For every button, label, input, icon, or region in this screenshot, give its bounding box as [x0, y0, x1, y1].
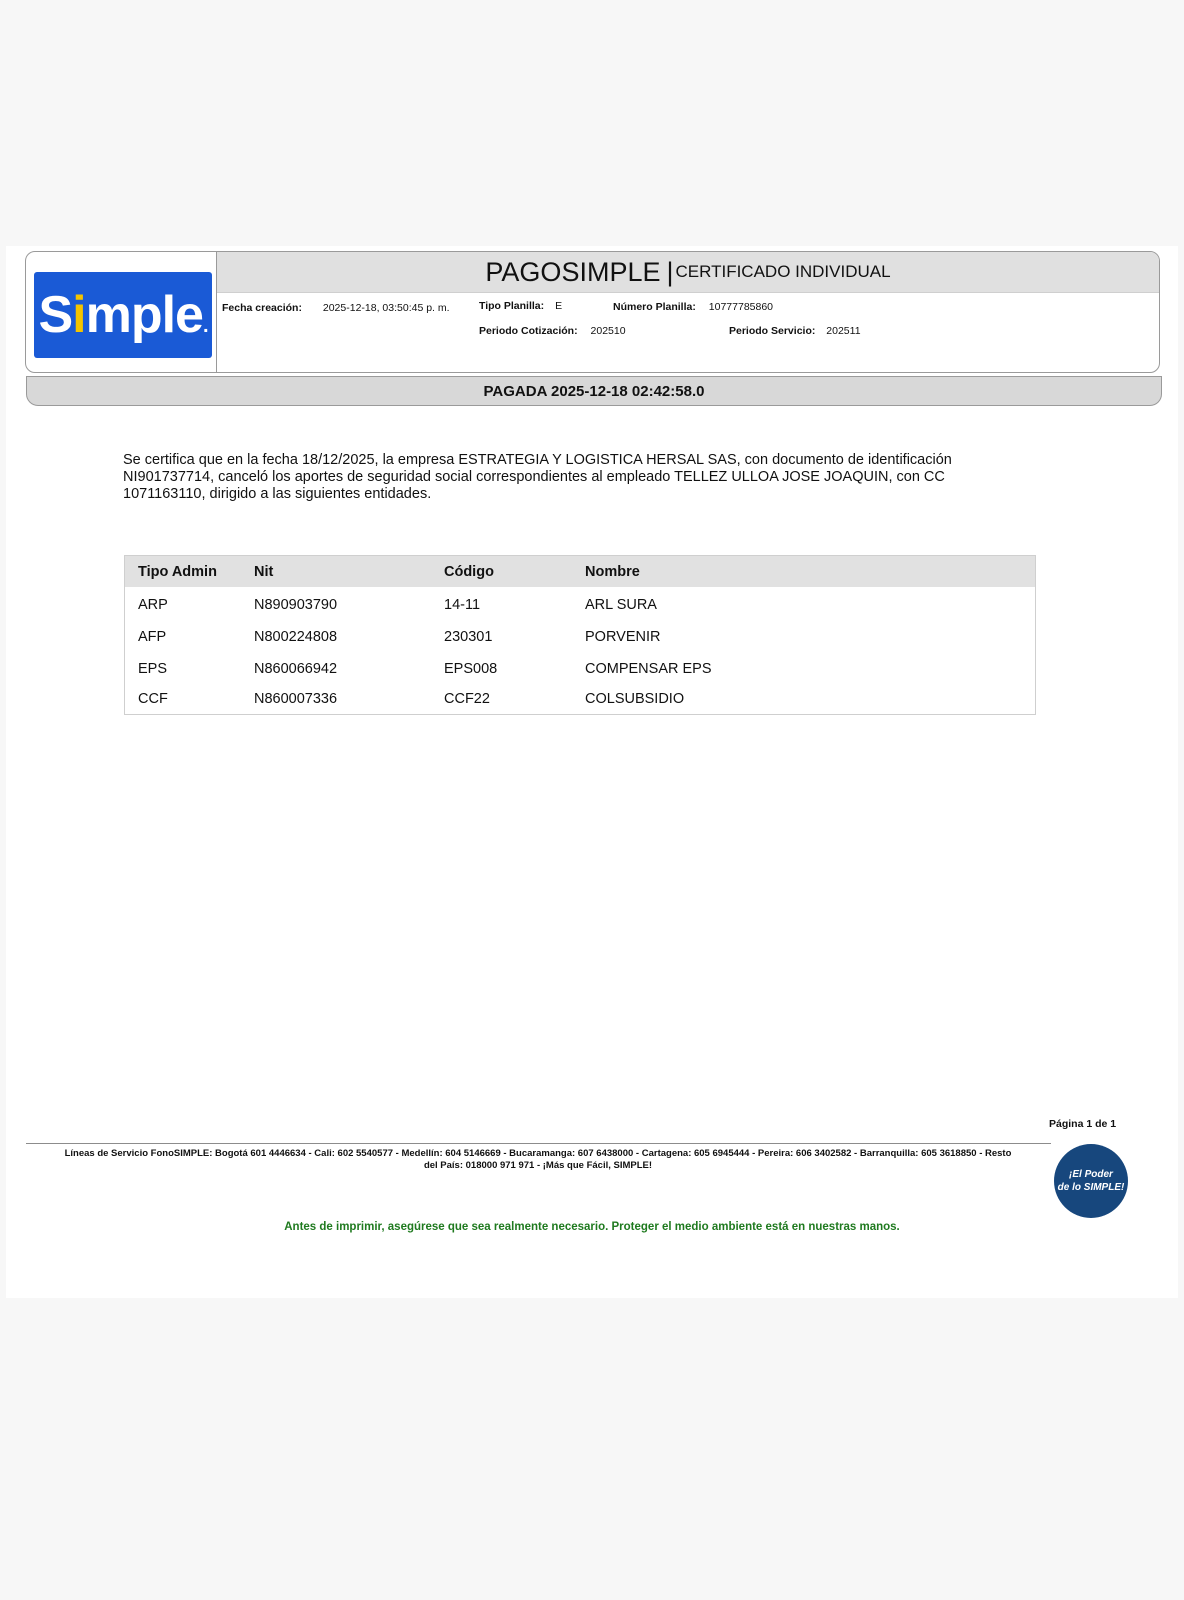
cell-codigo: 14-11: [444, 597, 481, 613]
title-separator: |: [666, 256, 674, 287]
periodo-servicio: Periodo Servicio: 202511: [729, 325, 861, 337]
logo-wordmark: Simple.: [38, 286, 208, 344]
certification-paragraph: Se certifica que en la fecha 18/12/2025, la empresa ESTRATEGIA Y LOGISTICA HERSAL SAS, con documento de identificación NI901737714, canceló los aportes de seguridad social correspondientes al empleado TELLEZ ULLOA JOSE JOAQUIN, con CC 1071163110, dirigido a las siguientes entidades.: [123, 452, 952, 502]
column-header-codigo: Código: [444, 564, 494, 580]
page-number: Página 1 de 1: [1049, 1118, 1117, 1130]
badge-line-2: de lo SIMPLE!: [1057, 1182, 1125, 1193]
cell-codigo: 230301: [444, 629, 493, 645]
title-band: [217, 252, 1159, 293]
column-header-nombre: Nombre: [585, 564, 640, 580]
service-lines-2: del País: 018000 971 971 - ¡Más que Fácil, SIMPLE!: [423, 1160, 653, 1171]
tipo-planilla: Tipo Planilla: E: [479, 300, 563, 312]
document-subtitle: CERTIFICADO INDIVIDUAL: [675, 262, 891, 281]
cell-nombre: ARL SURA: [585, 597, 657, 613]
column-header-tipo-admin: Tipo Admin: [138, 564, 217, 580]
certificate-header: [25, 251, 1160, 373]
simple-logo: [34, 272, 212, 358]
cell-tipo-admin: EPS: [138, 661, 168, 677]
numero-planilla: Número Planilla: 10777785860: [613, 301, 774, 313]
cell-codigo: CCF22: [444, 691, 490, 707]
payment-status-bar: PAGADA 2025-12-18 02:42:58.0: [26, 376, 1162, 406]
cell-nombre: COLSUBSIDIO: [585, 691, 685, 707]
cell-tipo-admin: AFP: [138, 629, 167, 645]
logo-cell: [26, 252, 217, 372]
el-poder-badge: [1054, 1144, 1128, 1218]
cell-nit: N860066942: [254, 661, 338, 677]
service-lines: [28, 1148, 1048, 1172]
column-header-nit: Nit: [254, 564, 274, 580]
table-header-row: [125, 556, 1035, 587]
service-lines-1: Líneas de Servicio FonoSIMPLE: Bogotá 601 4446634 - Cali: 602 5540577 - Medellín: 604 5146669 - Bucaramanga: 607 6438000 - Cartagena: 605 6945444 - Pereira: 606 3402582 - Barranquilla: 605 3618850 - Resto: [64, 1148, 1012, 1159]
cell-nit: N890903790: [254, 597, 338, 613]
cell-codigo: EPS008: [444, 661, 498, 677]
document-title: PAGOSIMPLE: [485, 256, 661, 287]
fecha-creacion: Fecha creación: 2025-12-18, 03:50:45 p. m.: [222, 302, 450, 314]
cell-nombre: PORVENIR: [585, 629, 661, 645]
footer-divider: [26, 1143, 1051, 1144]
cell-nit: N860007336: [254, 691, 338, 707]
cell-nombre: COMPENSAR EPS: [585, 661, 712, 677]
periodo-cotizacion: Periodo Cotización: 202510: [479, 325, 626, 337]
cell-nit: N800224808: [254, 629, 338, 645]
badge-line-1: ¡El Poder: [1069, 1169, 1113, 1180]
entities-table: [124, 555, 1036, 715]
certificate-page: [6, 246, 1178, 1298]
environment-note: Antes de imprimir, asegúrese que sea realmente necesario. Proteger el medio ambiente está en nuestras manos.: [284, 1221, 900, 1233]
cell-tipo-admin: ARP: [138, 597, 168, 613]
cell-tipo-admin: CCF: [138, 691, 168, 707]
